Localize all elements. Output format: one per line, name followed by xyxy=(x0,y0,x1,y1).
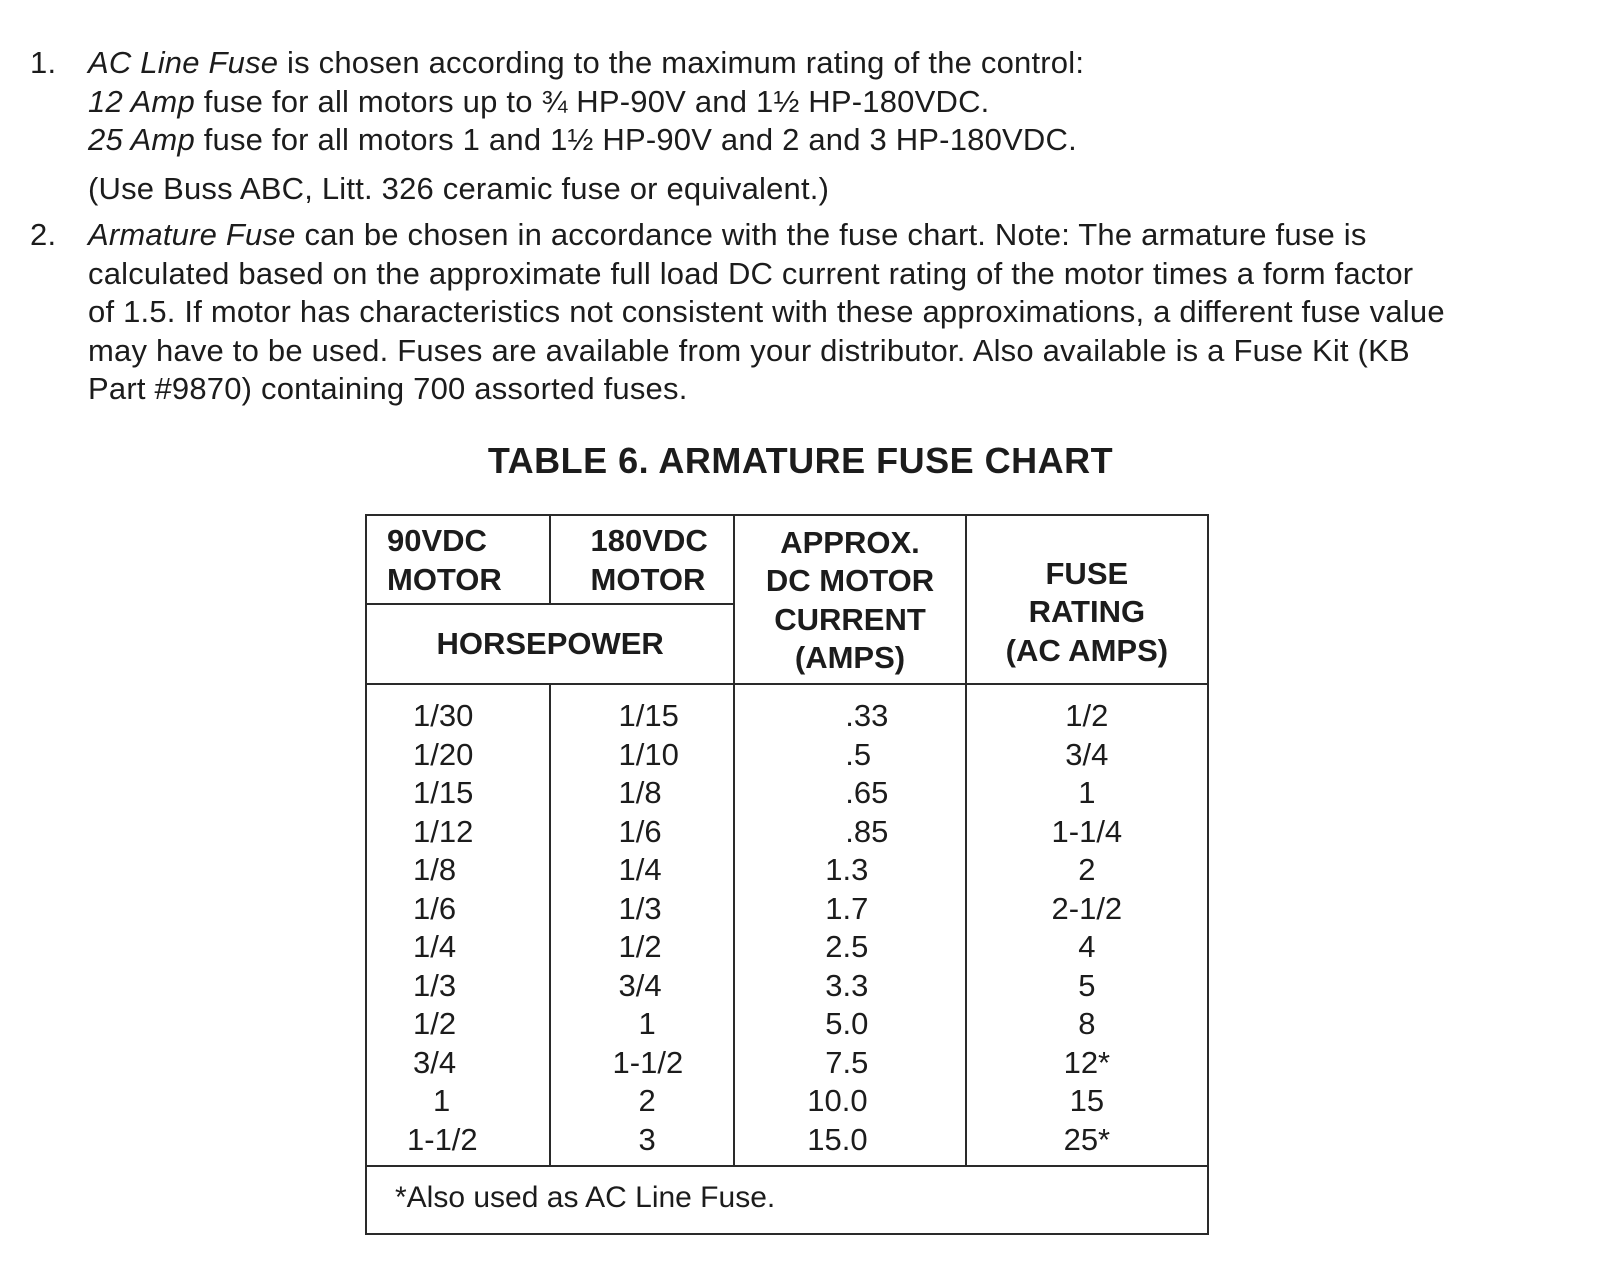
installation-notes xyxy=(30,44,1575,409)
column-dc-current xyxy=(734,684,965,1166)
table-cell: 1/8 xyxy=(413,852,457,887)
header-180vdc-motor xyxy=(550,515,735,604)
table-body-row xyxy=(366,684,1208,1166)
table-cell: 1/2 xyxy=(1065,698,1109,733)
note-line xyxy=(88,216,1575,255)
note-text: (Use Buss ABC, Litt. 326 ceramic fuse or equivalent.) xyxy=(88,170,830,206)
note-line xyxy=(88,332,1575,371)
table-cell: 1/20 xyxy=(413,736,474,772)
table-cell: 4 xyxy=(1078,929,1096,964)
table-cell: .5 xyxy=(845,736,872,772)
column-fuse-rating xyxy=(966,684,1208,1166)
table-cell: 1/15 xyxy=(618,698,679,733)
table-cell: 1-1/2 xyxy=(612,1044,684,1080)
note-text: may have to be used. Fuses are available from your distributor. Also available is a Fuse Kit (KB xyxy=(88,332,1410,368)
table-cell: 3/4 xyxy=(618,967,662,1003)
table-cell: 1/3 xyxy=(618,890,662,926)
header-line: MOTOR xyxy=(387,561,502,597)
table-cell: 1/12 xyxy=(413,813,474,849)
table-cell: 1/30 xyxy=(413,698,474,733)
note-text: calculated based on the approximate full load DC current rating of the motor times a form factor xyxy=(88,255,1414,291)
table-cell: 2 xyxy=(638,1083,656,1118)
note-line xyxy=(88,293,1575,332)
header-horsepower: HORSEPOWER xyxy=(366,604,734,684)
table-cell: 5 xyxy=(1078,967,1096,1003)
table-cell: 1.3 xyxy=(825,852,869,887)
table-footnote: *Also used as AC Line Fuse. xyxy=(366,1166,1208,1234)
note-text: is chosen according to the maximum rating of the control: xyxy=(278,45,1085,80)
header-line: (AC AMPS) xyxy=(1005,632,1169,668)
table-cell: 2-1/2 xyxy=(1051,890,1123,926)
table-cell: 1/6 xyxy=(618,813,662,849)
note-line xyxy=(88,255,1575,294)
note-italic-term: AC Line Fuse xyxy=(88,45,279,80)
table-cell: .65 xyxy=(845,775,889,810)
note-text: Part #9870) containing 700 assorted fuses. xyxy=(88,371,688,406)
table-cell: 8 xyxy=(1078,1006,1096,1041)
table-cell: 1/2 xyxy=(413,1006,457,1041)
header-approx-current xyxy=(734,515,965,684)
table-cell: 5.0 xyxy=(825,1006,869,1041)
table-cell: 1-1/2 xyxy=(407,1121,478,1157)
header-line: 90VDC xyxy=(387,523,487,558)
table-cell: 1/10 xyxy=(618,736,679,772)
header-line: FUSE xyxy=(1045,555,1129,591)
table-cell: 15 xyxy=(1069,1083,1105,1118)
header-line: 180VDC xyxy=(590,523,708,558)
note-text: fuse for all motors up to ¾ HP-90V and 1½ HP-180VDC. xyxy=(194,83,990,119)
table-cell: 1/4 xyxy=(413,929,457,964)
header-90vdc-motor xyxy=(366,515,550,604)
table-cell: 12* xyxy=(1063,1044,1111,1080)
table-cell: 3 xyxy=(638,1121,656,1157)
note-text: fuse for all motors 1 and 1½ HP-90V and 2 and 3 HP-180VDC. xyxy=(194,122,1077,157)
table-header-row xyxy=(366,515,1208,604)
note-number: 1. xyxy=(30,45,57,80)
table-cell: .33 xyxy=(845,698,889,733)
header-fuse-rating xyxy=(966,515,1208,684)
note-line xyxy=(88,121,1575,160)
table-cell: 1-1/4 xyxy=(1051,813,1123,849)
table-cell: 3/4 xyxy=(413,1044,457,1080)
column-180vdc-hp xyxy=(550,684,735,1166)
note-ac-line-fuse xyxy=(30,44,1575,208)
table-footnote-row xyxy=(366,1166,1208,1234)
note-line xyxy=(88,170,1575,209)
table-cell: 1/2 xyxy=(618,929,662,964)
table-cell: 3/4 xyxy=(1065,736,1109,772)
note-armature-fuse xyxy=(30,216,1575,409)
note-number: 2. xyxy=(30,217,57,252)
table-cell: 1 xyxy=(1078,775,1096,810)
note-line xyxy=(88,44,1575,83)
table-title: TABLE 6. ARMATURE FUSE CHART xyxy=(487,440,1114,481)
header-line: CURRENT xyxy=(774,601,926,637)
table-cell: 2.5 xyxy=(825,929,869,964)
table-cell: 1/3 xyxy=(413,967,457,1003)
table-cell: 1/6 xyxy=(413,890,457,926)
table-cell: 25* xyxy=(1063,1121,1111,1157)
table-cell: .85 xyxy=(845,813,889,849)
header-line: RATING xyxy=(1028,594,1146,630)
table-cell: 1/4 xyxy=(618,852,662,887)
note-italic-term: 12 Amp xyxy=(88,83,195,119)
header-line: APPROX. xyxy=(780,524,920,560)
table-cell: 1.7 xyxy=(825,890,869,926)
note-italic-term: Armature Fuse xyxy=(88,217,296,252)
table-cell: 3.3 xyxy=(825,967,869,1003)
header-line: DC MOTOR xyxy=(765,563,935,598)
note-text: can be chosen in accordance with the fuse chart. Note: The armature fuse is xyxy=(295,217,1367,252)
table-cell: 7.5 xyxy=(825,1044,869,1080)
armature-fuse-table xyxy=(365,514,1209,1235)
column-90vdc-hp xyxy=(366,684,550,1166)
note-line xyxy=(88,83,1575,122)
header-line: MOTOR xyxy=(590,561,706,597)
table-cell: 10.0 xyxy=(807,1083,868,1118)
table-cell: 15.0 xyxy=(807,1121,868,1157)
table-cell: 1 xyxy=(433,1083,451,1118)
table-cell: 2 xyxy=(1078,852,1096,887)
header-line: (AMPS) xyxy=(794,640,906,675)
table-cell: 1/8 xyxy=(618,775,662,810)
note-line xyxy=(88,370,1575,409)
note-text: of 1.5. If motor has characteristics not consistent with these approximations, a different fuse value xyxy=(88,294,1445,329)
table-cell: 1 xyxy=(638,1006,656,1041)
note-italic-term: 25 Amp xyxy=(88,122,195,157)
table-cell: 1/15 xyxy=(413,775,474,810)
